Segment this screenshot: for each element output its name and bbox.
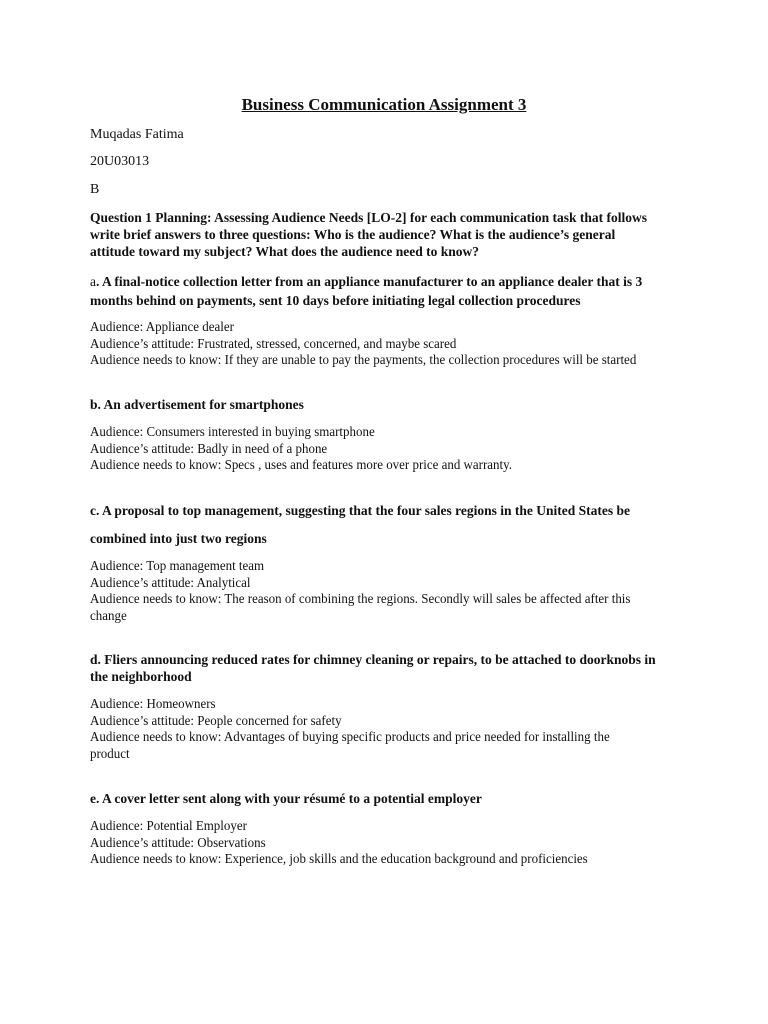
task-c-prompt xyxy=(90,502,630,547)
task-prompt-line: b. An advertisement for smartphones xyxy=(90,397,304,412)
task-d-prompt xyxy=(90,651,656,685)
student-name: Muqadas Fatima xyxy=(90,127,184,142)
answer-needs: Audience needs to know: Advantages of buying specific products and price needed for installing the xyxy=(90,729,610,744)
answer-needs: Audience needs to know: If they are unable to pay the payments, the collection procedures will be started xyxy=(90,352,637,367)
task-prompt-line: combined into just two regions xyxy=(90,531,267,546)
task-prompt-line xyxy=(90,273,642,290)
task-prompt-line: d. Fliers announcing reduced rates for chimney cleaning or repairs, to be attached to doorknobs in xyxy=(90,652,656,667)
question-heading xyxy=(90,209,647,260)
task-prompt-line: c. A proposal to top management, suggesting that the four sales regions in the United States be xyxy=(90,503,631,518)
answer-audience: Audience: Potential Employer xyxy=(90,818,247,833)
answer-attitude: Audience’s attitude: Analytical xyxy=(90,574,251,590)
task-prompt-line: the neighborhood xyxy=(90,669,192,684)
question-line: attitude toward my subject? What does the audience need to know? xyxy=(90,244,480,259)
answer-attitude: Audience’s attitude: Frustrated, stressed, concerned, and maybe scared xyxy=(90,335,457,351)
answer-attitude: Audience’s attitude: People concerned for safety xyxy=(90,712,342,728)
answer-audience: Audience: Appliance dealer xyxy=(90,319,234,334)
answer-attitude: Audience’s attitude: Observations xyxy=(90,834,266,850)
task-prompt-line: months behind on payments, sent 10 days before initiating legal collection procedures xyxy=(90,293,581,308)
answer-attitude: Audience’s attitude: Badly in need of a phone xyxy=(90,440,328,456)
answer-needs: Audience needs to know: The reason of combining the regions. Secondly will sales be affected after this xyxy=(90,591,631,606)
task-prompt-text: . A final-notice collection letter from an appliance manufacturer to an appliance dealer that is 3 xyxy=(96,274,643,289)
answer-audience: Audience: Homeowners xyxy=(90,696,216,711)
student-section: B xyxy=(90,182,100,197)
question-line: write brief answers to three questions: Who is the audience? What is the audience’s general xyxy=(90,227,616,242)
answer-needs-continued: change xyxy=(90,607,127,623)
task-a-answers xyxy=(90,319,636,369)
task-prompt-line: e. A cover letter sent along with your résumé to a potential employer xyxy=(90,791,482,806)
task-e-answers xyxy=(90,818,588,868)
document-title: Business Communication Assignment 3 xyxy=(241,95,527,114)
question-line: Question 1 Planning: Assessing Audience Needs [LO-2] for each communication task that follows xyxy=(90,210,648,225)
student-id: 20U03013 xyxy=(90,154,150,169)
task-c-answers xyxy=(90,558,630,624)
task-b-prompt xyxy=(90,396,304,413)
task-letter: a xyxy=(90,274,96,289)
answer-audience: Audience: Top management team xyxy=(90,558,265,573)
task-a-prompt xyxy=(90,273,642,309)
answer-needs: Audience needs to know: Experience, job skills and the education background and proficiencies xyxy=(90,851,588,866)
answer-needs: Audience needs to know: Specs , uses and features more over price and warranty. xyxy=(90,457,513,472)
answer-needs-continued: product xyxy=(90,745,130,761)
task-d-answers xyxy=(90,696,610,762)
answer-audience: Audience: Consumers interested in buying smartphone xyxy=(90,424,375,439)
task-b-answers xyxy=(90,424,512,474)
task-e-prompt xyxy=(90,790,482,807)
